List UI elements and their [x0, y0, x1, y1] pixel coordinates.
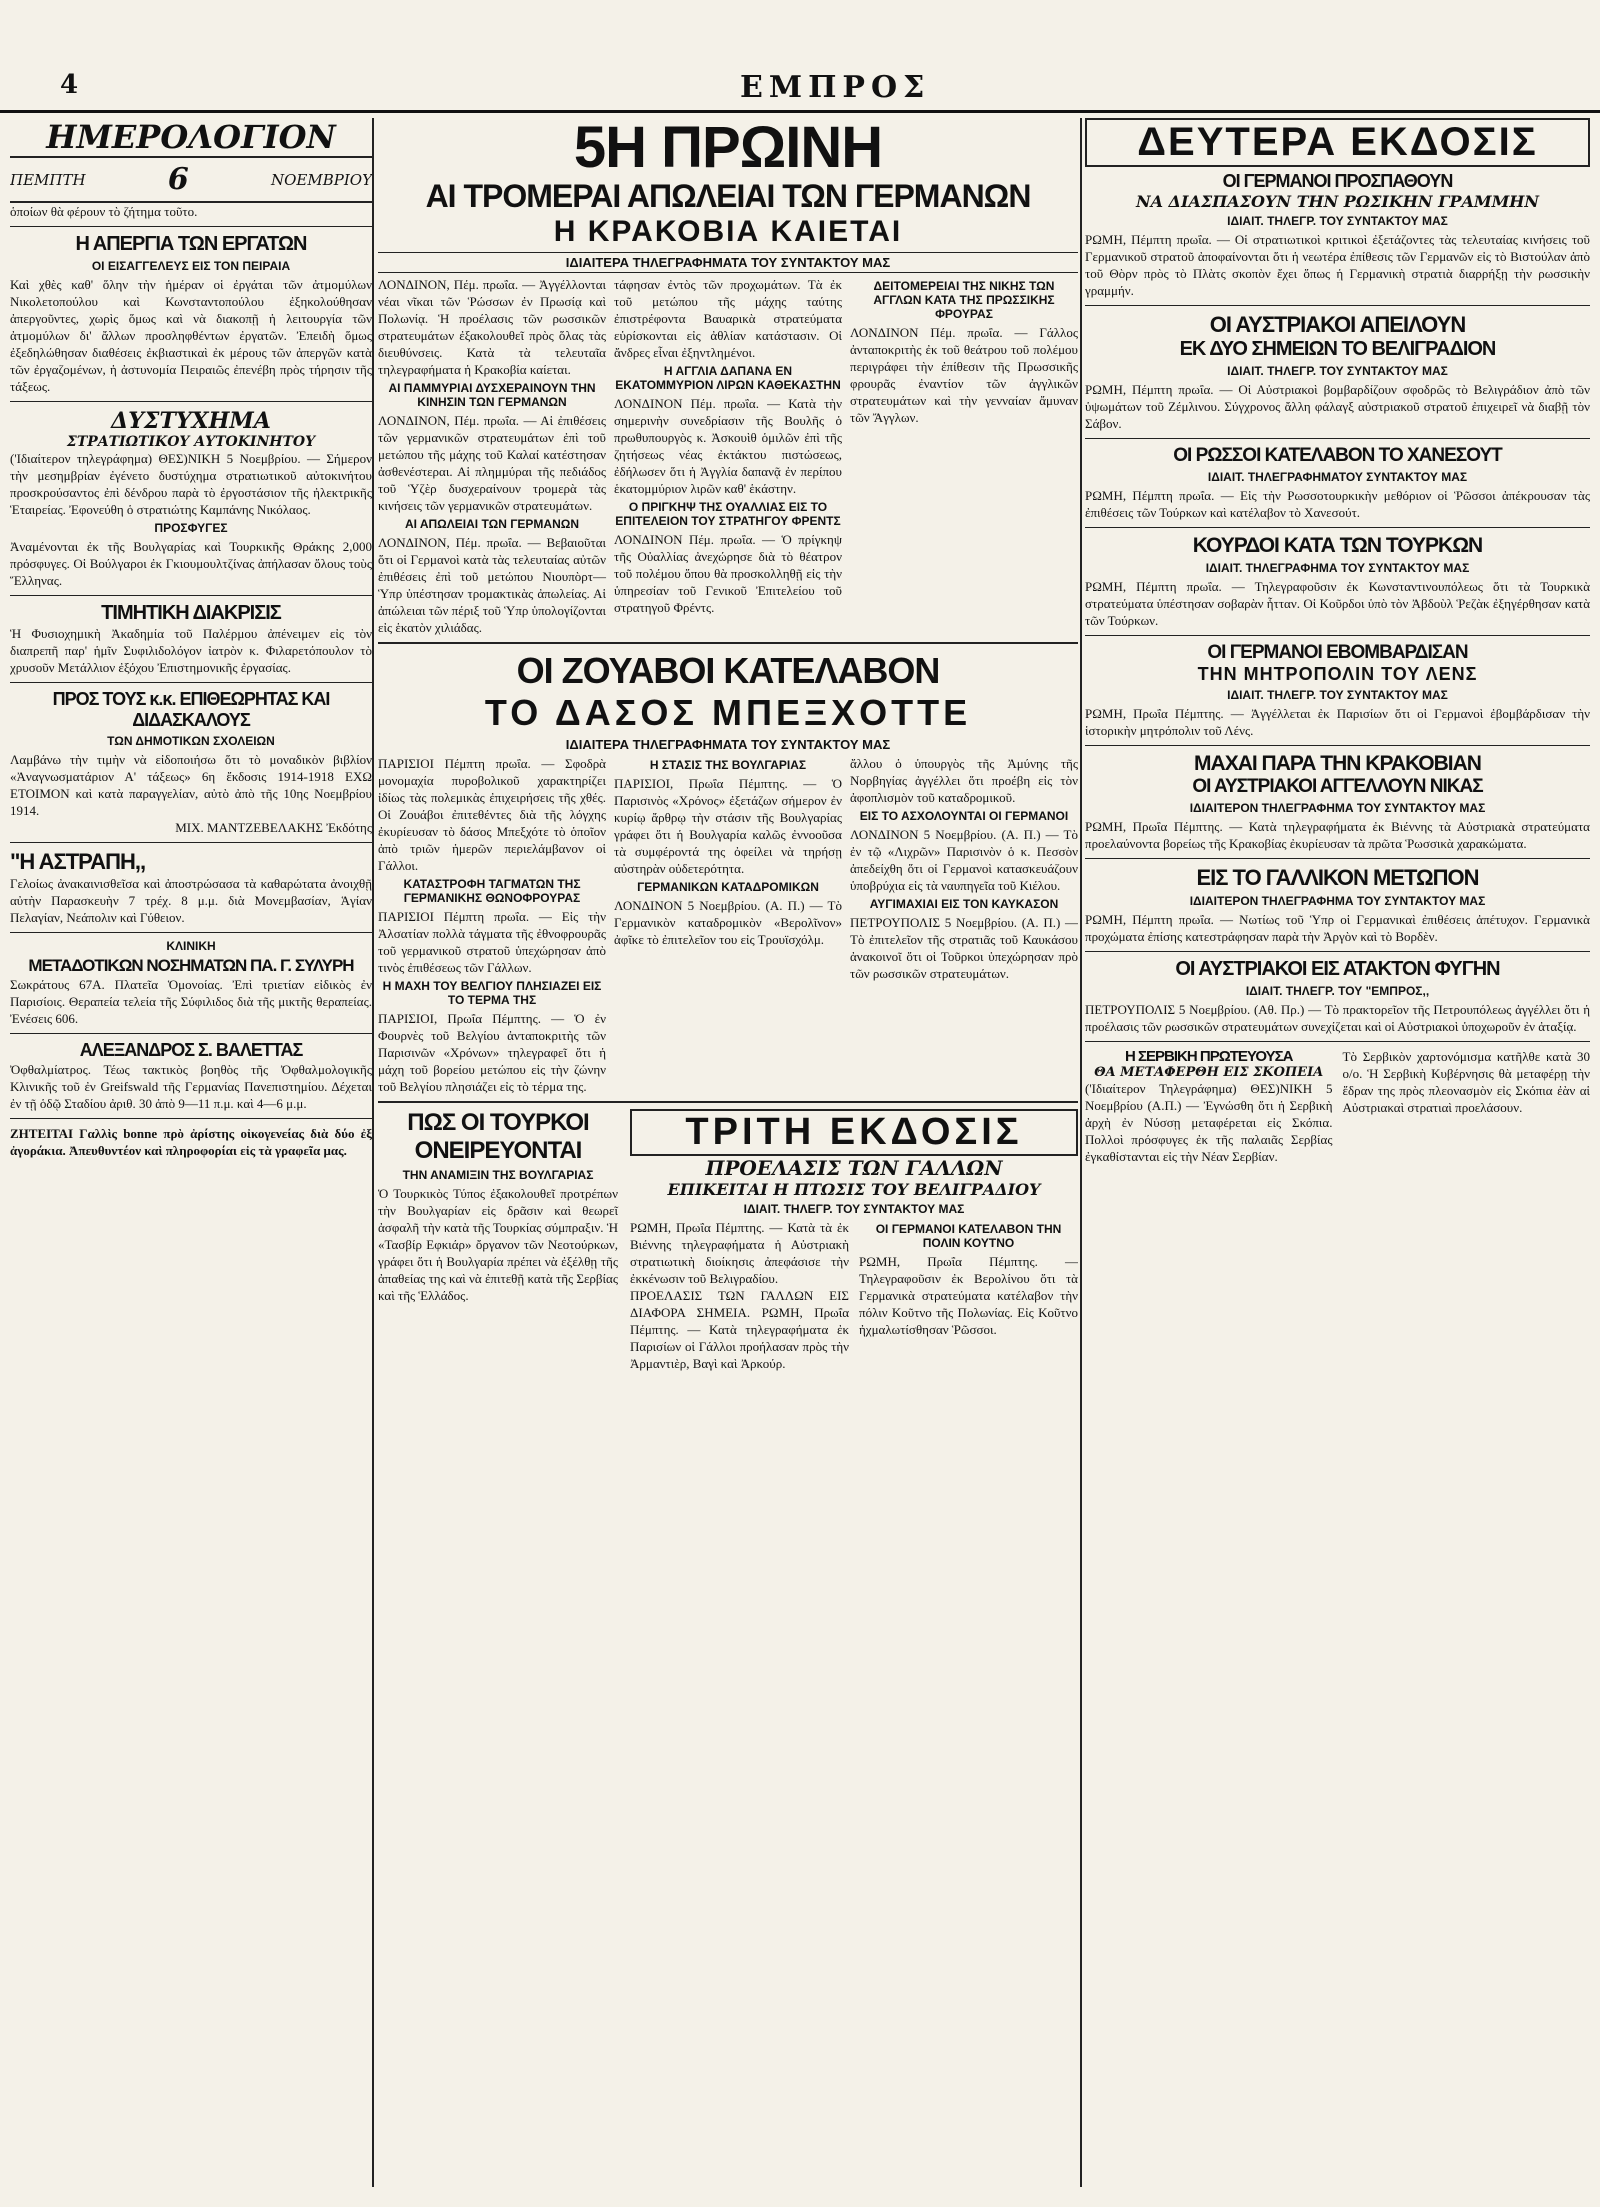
- calendar-day-number: 6: [167, 162, 189, 197]
- inspectors-signature: ΜΙΧ. ΜΑΝΤΖΕΒΕΛΑΚΗΣ Ἐκδότης: [175, 820, 372, 835]
- zouaves-byline: ΙΔΙΑΙΤΕΡΑ ΤΗΛΕΓΡΑΦΗΜΑΤΑ ΤΟΥ ΣΥΝΤΑΚΤΟΥ ΜΑΣ: [565, 737, 891, 752]
- headline-sub: ΟΙ ΑΥΣΤΡΙΑΚΟΙ ΑΓΓΕΛΛΟΥΝ ΝΙΚΑΣ: [1192, 776, 1483, 797]
- divider: [1085, 527, 1590, 528]
- byline: ΙΔΙΑΙΤΕΡΟΝ ΤΗΛΕΓΡΑΦΗΜΑ ΤΟΥ ΣΥΝΤΑΚΤΟΥ ΜΑΣ: [1189, 801, 1486, 815]
- main-headline-2: Η ΚΡΑΚΟΒΙΑ ΚΑΙΕΤΑΙ: [553, 215, 903, 248]
- article-text: ΡΩΜΗ, Πρωΐα Πέμπτης. — Κατὰ τὰ ἐκ Βιέννης τηλεγραφήματα ἡ Αὐστριακὴ στρατιωτικὴ διοίκησις ἀπεφάσισε τὴν ἐκκένωσιν τοῦ Βελιγραδίου.: [630, 1220, 849, 1286]
- calendar-column: [10, 118, 372, 2187]
- astrapi-text: Γελοίως ἀνακαινισθεῖσα καὶ ἀποστρώσασα τὰ καθαρώτατα ἀνοιχθῇ αὐτὴν Παρασκευὴν 7 τρέχ. 8 μ.μ. διὰ Μονεμβασίαν, Ἁγίαν Πελαγίαν, Νεάπολιν καὶ Γύθειον.: [10, 876, 372, 925]
- clinic-headline: ΚΛΙΝΙΚΗ: [166, 939, 216, 953]
- article-subhead: ΔΕΙΤΟΜΕΡΕΙΑΙ ΤΗΣ ΝΙΚΗΣ ΤΩΝ ΑΓΓΛΩΝ ΚΑΤΑ ΤΗΣ ΠΡΩΣΣΙΚΗΣ ΦΡΟΥΡΑΣ: [873, 279, 1055, 321]
- third-edition-title: ΤΡΙΤΗ ΕΚΔΟΣΙΣ: [630, 1109, 1078, 1156]
- divider: [1085, 1041, 1590, 1042]
- second-edition-column: [1085, 118, 1590, 2187]
- article-text: Τὸ Σερβικὸν χαρτονόμισμα κατῆλθε κατὰ 30 ο/ο. Ἡ Σερβικὴ Κυβέρνησις θὰ μεταφέρῃ τὴν ἕδραν της πρὸς πλεονασμὸν εἰς Σκόπια ἐὰν αἱ Αὐστριακαὶ στρατιαὶ προελάσουν.: [1342, 1049, 1590, 1115]
- accident-subhead: ΣΤΡΑΤΙΩΤΙΚΟΥ ΑΥΤΟΚΙΝΗΤΟΥ: [66, 434, 316, 450]
- article-text: ΠΕΤΡΟΥΠΟΛΙΣ 5 Νοεμβρίου. (Α. Π.) — Τὸ ἐπιτελεῖον τῆς στρατιᾶς τοῦ Καυκάσου ἀνακοινοῖ ὅτι οἱ Τοῦρκοι ὑπεχώρησαν πρὸ τῶν ρωσσικῶν στρατευμάτων.: [850, 915, 1078, 981]
- article-text: ΡΩΜΗ, Πέμπτη πρωΐα. — Εἰς τὴν Ρωσσοτουρκικὴν μεθόριον οἱ Ῥῶσσοι ἀπέκρουσαν τὰς ἐπιθέσεις τῶν Τούρκων καὶ κατέλαβον τὸ Χανεσούτ.: [1085, 488, 1590, 520]
- honor-headline: ΤΙΜΗΤΙΚΗ ΔΙΑΚΡΙΣΙΣ: [101, 602, 281, 624]
- article-text: ΠΡΟΕΛΑΣΙΣ ΤΩΝ ΓΑΛΛΩΝ ΕΙΣ ΔΙΑΦΟΡΑ ΣΗΜΕΙΑ. ΡΩΜΗ, Πρωΐα Πέμπτης. — Κατὰ τηλεγραφήματα ἐκ Παρισίων οἱ Γάλλοι προήλασαν πρὸς τὴν Ἀρμαντιὲρ, Βαγὶ καὶ Ἀρκούρ.: [630, 1288, 849, 1371]
- honor-text: Ἡ Φυσιοχημικὴ Ἀκαδημία τοῦ Παλέρμου ἀπένειμεν εἰς τὸν διαπρεπῆ παρ' ἡμῖν Συφιλιδολόγον ἰατρὸν κ. Φιλαρετόπουλον τὸ χρυσοῦν Μετάλλιον ἐξόχου Ἐπιστημονικῆς ἐργασίας.: [10, 626, 372, 675]
- second-edition-title: ΔΕΥΤΕΡΑ ΕΚΔΟΣΙΣ: [1085, 118, 1590, 167]
- article-text: ΛΟΝΔΙΝΟΝ Πέμ. πρωΐα. — Κατὰ τὴν σημερινὴν συνεδρίασιν τῆς Βουλῆς ὁ πρωθυπουργὸς κ. Ἀσκουὶθ ὁμιλῶν ἐπὶ τῆς ζητήσεως νέας ἐκτάκτου πιστώσεως, ἐδήλωσεν ὅτι ἡ Ἀγγλία δαπανᾷ ἐν περίπου ἑκατομμύριον λιρῶν καθ' ἑκάστην.: [614, 396, 842, 496]
- article-text: ΛΟΝΔΙΝΟΝ Πέμ. πρωΐα. — Ὁ πρίγκηψ τῆς Οὐαλλίας ἀνεχώρησε διὰ τὸ θέατρον τοῦ πολέμου ὅπου θὰ προσκολληθῇ εἰς τὴν ὑπηρεσίαν τοῦ Γενικοῦ Ἐπιτελείου τοῦ στρατηγοῦ Φρέντς.: [614, 532, 842, 615]
- news-column: [630, 1219, 849, 1372]
- strike-headline: Η ΑΠΕΡΓΙΑ ΤΩΝ ΕΡΓΑΤΩΝ: [75, 233, 307, 255]
- news-column: [850, 755, 1078, 1095]
- paper-name: ΕΜΠΡΟΣ: [740, 70, 931, 105]
- news-column: [378, 755, 606, 1095]
- divider: [1085, 305, 1590, 306]
- turks-headline: ΠΩΣ ΟΙ ΤΟΥΡΚΟΙ ΟΝΕΙΡΕΥΟΝΤΑΙ: [407, 1109, 589, 1164]
- divider: [1085, 438, 1590, 439]
- refugees-text: Ἀναμένονται ἐκ τῆς Βουλγαρίας καὶ Τουρκικῆς Θράκης 2,000 πρόσφυγες. Οἱ Βούλγαροι ἐκ Γκιουμουλτζίνας ἀπήλασαν ὅλους τοὺς Ἕλληνας.: [10, 539, 372, 588]
- divider: [378, 642, 1078, 644]
- main-headline: ΑΙ ΤΡΟΜΕΡΑΙ ΑΠΩΛΕΙΑΙ ΤΩΝ ΓΕΡΜΑΝΩΝ: [425, 178, 1031, 214]
- news-column: [378, 276, 606, 636]
- news-column: [850, 276, 1078, 636]
- third-edition-grid: [630, 1219, 1078, 1372]
- divider: [1085, 635, 1590, 636]
- turks-article: [378, 1109, 618, 1372]
- article-text: ΛΟΝΔΙΝΟΝ 5 Νοεμβρίου. (Α. Π.) — Τὸ Γερμανικὸν καταδρομικὸν «Βερολῖνον» ἀφῖκε τὸ ἐπιτελεῖον του εἰς Τρουϊσχόλμ.: [614, 898, 842, 947]
- news-column: [1343, 1048, 1591, 1165]
- article-subhead: ΚΑΤΑΣΤΡΟΦΗ ΤΑΓΜΑΤΩΝ ΤΗΣ ΓΕΡΜΑΝΙΚΗΣ ΘΩΝΟΦΡΟΥΡΑΣ: [403, 877, 581, 905]
- divider: [10, 842, 372, 843]
- turks-text: Ὁ Τουρκικὸς Τύπος ἐξακολουθεῖ προτρέπων τὴν Βουλγαρίαν εἰς δρᾶσιν καὶ θεωρεῖ ἀσφαλῆ τὴν κατὰ τῆς Τουρκίας σύμπραξιν. Ἡ «Τασβίρ Εφκιάρ» ὄργανον τῶν Νεοτούρκων, γράφει ὅτι ἡ Βουλγαρία πρέπει νὰ ἐξέλθῃ τῆς ἀπαθείας της καὶ νὰ ἐπιτεθῇ κατὰ τῆς Σερβίας καὶ τῆς Ἑλλάδος.: [378, 1186, 618, 1303]
- article-text: ΠΕΤΡΟΥΠΟΛΙΣ 5 Νοεμβρίου. (Αθ. Πρ.) — Τὸ πρακτορεῖον τῆς Πετρουπόλεως ἀγγέλλει ὅτι ἡ προέλασις τῶν ρωσσικῶν στρατευμάτων συνεχίζεται καὶ οἱ Αὐστριακοὶ ὑποχωροῦν ἐν ἀταξίᾳ.: [1085, 1002, 1590, 1034]
- divider: [10, 595, 372, 596]
- article-text: ΛΟΝΔΙΝΟΝ 5 Νοεμβρίου. (Α. Π.) — Τὸ ἐν τῷ «Λιχρῶν» Παρισινὸν ὁ κ. Πεσσὸν ἀπεδείχθη ὅτι οἱ Γερμανοὶ κατασκευάζουν ὑποβρύχια εἰς τὰ ναυπηγεῖα τοῦ Κιέλου.: [850, 827, 1078, 893]
- article-text: ΠΑΡΙΣΙΟΙ, Πρωΐα Πέμπτης. — Ὁ Παρισινὸς «Χρόνος» ἐξετάζων σήμερον ἐν κυρίῳ ἄρθρῳ τὴν στάσιν τῆς Βουλγαρίας γράφει ὅτι ἡ Βουλγαρία καλῶς ἐννοοῦσα τὰ συμφέροντά της ὀφείλει νὰ τηρήσῃ αὐστηρὰν οὐδετερότητα.: [614, 776, 842, 876]
- strike-text: Καὶ χθὲς καθ' ὅλην τὴν ἡμέραν οἱ ἐργάται τῶν ἀτμομύλων Νικολετοπούλου καὶ Κωνσταντοπούλου ἐξηκολούθησαν ἀπεργοῦντες, χωρὶς ὅμως καὶ νὰ διακοπῇ ἡ λειτουργία τῶν ἀτμομύλων δι' ἄλλων προσληφθέντων ἐργατῶν. Ἐπειδὴ ὅμως ἐξεδηλώθησαν διαθέσεις ἐκβιαστικαὶ ἐκ μέρους τῶν ἀπεργῶν κατὰ τῶν ἐργαζομένων, ἡ ἀστυνομία Πειραιῶς ἐπενέβη πρὸς τήρησιν τῆς τάξεως.: [10, 277, 372, 394]
- headline: ΟΙ ΑΥΣΤΡΙΑΚΟΙ ΑΠΕΙΛΟΥΝ: [1209, 312, 1466, 337]
- headline: ΕΙΣ ΤΟ ΓΑΛΛΙΚΟΝ ΜΕΤΩΠΟΝ: [1196, 865, 1479, 890]
- headline: Η ΣΕΡΒΙΚΗ ΠΡΩΤΕΥΟΥΣΑ: [1125, 1048, 1293, 1065]
- doctor-text: Ὀφθαλμίατρος. Τέως τακτικὸς βοηθὸς τῆς Ὀφθαλμολογικῆς Κλινικῆς τοῦ ἐν Greifswald τῆς Γερμανίας Πανεπιστημίου. Δέχεται ἐν τῇ ὁδῷ Σταδίου ἀριθ. 30 ἀπὸ 9—11 π.μ. καὶ 4—6 μ.μ.: [10, 1062, 372, 1111]
- third-edition-byline: ΙΔΙΑΙΤ. ΤΗΛΕΓΡ. ΤΟΥ ΣΥΝΤΑΚΤΟΥ ΜΑΣ: [743, 1202, 965, 1216]
- article-subhead: ΕΙΣ ΤΟ ΑΣΧΟΛΟΥΝΤΑΙ ΟΙ ΓΕΡΜΑΝΟΙ: [859, 809, 1069, 823]
- byline: ΙΔΙΑΙΤΕΡΟΝ ΤΗΛΕΓΡΑΦΗΜΑ ΤΟΥ ΣΥΝΤΑΚΤΟΥ ΜΑΣ: [1189, 894, 1486, 908]
- masthead: [0, 0, 1600, 110]
- headline-sub: ΕΚ ΔΥΟ ΣΗΜΕΙΩΝ ΤΟ ΒΕΛΙΓΡΑΔΙΟΝ: [1179, 338, 1496, 360]
- byline: ΙΔΙΑΙΤ. ΤΗΛΕΓΡ. ΤΟΥ ΣΥΝΤΑΚΤΟΥ ΜΑΣ: [1227, 214, 1448, 228]
- article-subhead: ΑΥΓΙΜΑΧΙΑΙ ΕΙΣ ΤΟΝ ΚΑΥΚΑΣΟΝ: [869, 897, 1059, 911]
- calendar-intro: ὁποίων θὰ φέρουν τὸ ζήτημα τοῦτο.: [10, 204, 198, 219]
- headline-sub: ΤΗΝ ΜΗΤΡΟΠΟΛΙΝ ΤΟΥ ΛΕΝΣ: [1197, 664, 1478, 684]
- masthead-rule: [0, 110, 1600, 113]
- headline: ΟΙ ΓΕΡΜΑΝΟΙ ΠΡΟΣΠΑΘΟΥΝ: [1222, 171, 1453, 191]
- article-text: ΠΑΡΙΣΙΟΙ, Πρωΐα Πέμπτης. — Ὁ ἐν Φουρνὲς τοῦ Βελγίου ἀνταποκριτὴς τῶν Παρισινῶν «Χρόνων» τηλεγραφεῖ ὅτι ἡ μάχη τοῦ βορείου μετώπου εἰς τὴν ζώνην τοῦ Βελγίου πλησιάζει εἰς τὸ τέρμα της.: [378, 1011, 606, 1094]
- third-edition: [630, 1109, 1078, 1372]
- clinic-text: Σωκράτους 67Α. Πλατεῖα Ὁμονοίας. Ἐπὶ τριετίαν εἰδικὸς ἐν Παρισίοις. Θεραπεία τελεία τῆς Σύφιλιδος διὰ τῆς μικτῆς θεραπείας. Ἐνέσεις 606.: [10, 977, 372, 1026]
- headline-sub: ΝΑ ΔΙΑΣΠΑΣΟΥΝ ΤΗΝ ΡΩΣΙΚΗΝ ΓΡΑΜΜΗΝ: [1135, 192, 1540, 211]
- article-text: ΛΟΝΔΙΝΟΝ, Πέμ. πρωΐα. — Ἀγγέλλονται νέαι νῖκαι τῶν Ῥώσσων ἐν Πρωσίᾳ καὶ Πολωνίᾳ. Ἡ προέλασις τῶν ρωσσικῶν στρατευμάτων ἐξακολουθεῖ πρὸς ὅλας τὰς διευθύνσεις. Κατὰ τὰ τελευταῖα τηλεγραφήματα ἡ Κρακοβία καίεται.: [378, 277, 606, 377]
- astrapi-headline: "Η ΑΣΤΡΑΠΗ,,: [10, 849, 146, 874]
- article-subhead: Η ΑΓΓΛΙΑ ΔΑΠΑΝΑ ΕΝ ΕΚΑΤΟΜΜΥΡΙΟΝ ΛΙΡΩΝ ΚΑΘΕΚΑΣΤΗΝ: [615, 364, 841, 392]
- calendar-month: ΝΟΕΜΒΡΙΟΥ: [271, 170, 372, 189]
- byline: ΙΔΙΑΙΤΕΡΑ ΤΗΛΕΓΡΑΦΗΜΑΤΑ ΤΟΥ ΣΥΝΤΑΚΤΟΥ ΜΑΣ: [378, 252, 1078, 273]
- morning-edition-column: [378, 118, 1078, 2187]
- divider: [1085, 951, 1590, 952]
- article-text: ΡΩΜΗ, Πρωΐα Πέμπτης. — Ἀγγέλλεται ἐκ Παρισίων ὅτι οἱ Γερμανοὶ ἐβομβάρδισαν τὴν ἱστορικὴν μητρόπολιν τοῦ Λένς.: [1085, 706, 1590, 738]
- byline: ΙΔΙΑΙΤ. ΤΗΛΕΓΡ. ΤΟΥ ΣΥΝΤΑΚΤΟΥ ΜΑΣ: [1227, 688, 1448, 702]
- article-subhead: ΟΙ ΓΕΡΜΑΝΟΙ ΚΑΤΕΛΑΒΟΝ ΤΗΝ ΠΟΛΙΝ ΚΟΥΤΝΟ: [875, 1222, 1062, 1250]
- article-text: ΡΩΜΗ, Πέμπτη πρωΐα. — Τηλεγραφοῦσιν ἐκ Κωνσταντινουπόλεως ὅτι τὰ Τουρκικὰ στρατεύματα ὑπέστησαν σοβαρὰν ἧτταν. Οἱ Κοῦρδοι ὑπὸ τὸν Ἀβδοὺλ Ῥεζὰκ ἐξηγέρθησαν κατὰ τῶν Τούρκων.: [1085, 579, 1590, 628]
- calendar-title: ΗΜΕΡΟΛΟΓΙΟΝ: [10, 118, 372, 158]
- headline-sub: ΘΑ ΜΕΤΑΦΕΡΘΗ ΕΙΣ ΣΚΟΠΕΙΑ: [1094, 1065, 1324, 1080]
- byline: ΙΔΙΑΙΤ. ΤΗΛΕΓΡΑΦΗΜΑ ΤΟΥ ΣΥΝΤΑΚΤΟΥ ΜΑΣ: [1205, 561, 1470, 575]
- column-divider: [1080, 118, 1082, 2187]
- zouaves-headline: ΟΙ ΖΟΥΑΒΟΙ ΚΑΤΕΛΑΒΟΝ: [516, 650, 940, 691]
- article-subhead: Η ΜΑΧΗ ΤΟΥ ΒΕΛΓΙΟΥ ΠΛΗΣΙΑΖΕΙ ΕΙΣ ΤΟ ΤΕΡΜΑ ΤΗΣ: [382, 979, 602, 1007]
- article-text: ΛΟΝΔΙΝΟΝ, Πέμ. πρωΐα. — Βεβαιοῦται ὅτι οἱ Γερμανοὶ κατὰ τὰς τελευταίας αὐτῶν ἐπιθέσεις ἐπὶ τοῦ μετώπου Νιουπὸρτ—Ὑπρ ὑπέστησαν τρομακτικὰς ἀπωλείας. Αἱ ἀπώλειαι τῶν πέριξ τοῦ Ὑπρ ὑπολογίζονται εἰς ἑκατὸν χιλιάδας.: [378, 535, 606, 635]
- article-text: ἄλλου ὁ ὑπουργὸς τῆς Ἀμύνης τῆς Νορβηγίας ἀγγέλλει ὅτι προέβη εἰς τὸν ἀφοπλισμὸν τοῦ καταδρομικοῦ.: [850, 756, 1078, 805]
- accident-headline: ΔΥΣΤΥΧΗΜΑ: [111, 408, 271, 434]
- page-number: 4: [60, 70, 79, 100]
- news-grid: [378, 276, 1078, 636]
- divider: [10, 401, 372, 402]
- headline: ΜΑΧΑΙ ΠΑΡΑ ΤΗΝ ΚΡΑΚΟΒΙΑΝ: [1194, 752, 1481, 775]
- article-text: ΡΩΜΗ, Πρωΐα Πέμπτης. — Κατὰ τηλεγραφήματα ἐκ Βιέννης τὰ Αὐστριακὰ στρατεύματα προελαύνοντα βορείως τῆς Κρακοβίας ἐκυρίευσαν τὰ πρῶτα Ῥωσσικὰ χαρακώματα.: [1085, 819, 1590, 851]
- headline: ΟΙ ΡΩΣΣΟΙ ΚΑΤΕΛΑΒΟΝ ΤΟ ΧΑΝΕΣΟΥΤ: [1173, 445, 1502, 466]
- divider: [10, 226, 372, 227]
- classified-text: ΖΗΤΕΙΤΑΙ Γαλλὶς bonne πρὸ ἀρίστης οἰκογενείας διὰ δύο ἐξ ἀγοράκια. Ἀπευθυντέον καὶ πληροφορίαι εἰς τὰ γραφεῖα μας.: [10, 1126, 372, 1158]
- inspectors-headline: ΠΡΟΣ ΤΟΥΣ κ.κ. ΕΠΙΘΕΩΡΗΤΑΣ ΚΑΙ ΔΙΔΑΣΚΑΛΟΥΣ: [52, 689, 330, 730]
- strike-subhead: ΟΙ ΕΙΣΑΓΓΕΛΕΥΣ ΕΙΣ ΤΟΝ ΠΕΙΡΑΙΑ: [91, 259, 291, 273]
- serbian-capital-article: [1085, 1048, 1590, 1165]
- byline: ΙΔΙΑΙΤ. ΤΗΛΕΓΡ. ΤΟΥ ΣΥΝΤΑΚΤΟΥ ΜΑΣ: [1227, 364, 1448, 378]
- article-subhead: ΑΙ ΠΑΜΜΥΡΙΑΙ ΔΥΣΧΕΡΑΙΝΟΥΝ ΤΗΝ ΚΙΝΗΣΙΝ ΤΩΝ ΓΕΡΜΑΝΩΝ: [388, 381, 596, 409]
- inspectors-text: Λαμβάνω τὴν τιμὴν νὰ εἰδοποιήσω ὅτι τὸ μοναδικὸν βιβλίον «Ἀναγνωσματάριον Α' τάξεως» 6η ἔκδοσις 1914-1918 ΕΧΩ ΕΤΟΙΜΟΝ καὶ κατὰ παραγγελίαν, αὐτὸ ἀπὸ τῆς 10ης Νοεμβρίου 1914.: [10, 752, 372, 818]
- accident-text: ('Ιδιαίτερον τηλεγράφημα) ΘΕΣ)ΝΙΚΗ 5 Νοεμβρίου. — Σήμερον τὴν μεσημβρίαν ἐγένετο δυστύχημα στρατιωτικοῦ αὐτοκινήτου προσκρούσαντος ἐπὶ δένδρου παρὰ τὸ ἐργοστάσιον τῆς ἠλεκτρικῆς Ἑταιρείας. Ἐφονεύθη ὁ στρατιώτης Καμπάνης Νικόλαος.: [10, 451, 372, 517]
- divider: [10, 1033, 372, 1034]
- article-text: ΡΩΜΗ, Πέμπτη πρωΐα. — Οἱ στρατιωτικοὶ κριτικοὶ ἐξετάζοντες τὰς τελευταίας κινήσεις τοῦ Γερμανικοῦ στρατοῦ ἀποφαίνονται ὅτι ἡ νεωτέρα ἐπίθεσις τῶν Γερμανῶν εἰς τὸ Βιστούλαν ἀπὸ τοῦ Θὸρν πρὸς τὸ Πλὰτς σκοπὸν ἔχει ὅπως ἡ Γερμανικὴ στρατιὰ διαρρήξῃ τὴν ρωσσικὴν γραμμήν.: [1085, 232, 1590, 298]
- headline: ΟΙ ΑΥΣΤΡΙΑΚΟΙ ΕΙΣ ΑΤΑΚΤΟΝ ΦΥΓΗΝ: [1175, 958, 1500, 980]
- news-column: [1085, 1048, 1333, 1165]
- third-edition-subhead-2: ΕΠΙΚΕΙΤΑΙ Η ΠΤΩΣΙΣ ΤΟΥ ΒΕΛΙΓΡΑΔΙΟΥ: [667, 1180, 1041, 1199]
- divider: [10, 682, 372, 683]
- lower-section: [378, 1109, 1078, 1372]
- news-column: [859, 1219, 1078, 1372]
- byline: ΙΔΙΑΙΤ. ΤΗΛΕΓΡΑΦΗΜΑΤΟΥ ΣΥΝΤΑΚΤΟΥ ΜΑΣ: [1207, 470, 1468, 484]
- doctor-headline: ΑΛΕΞΑΝΔΡΟΣ Σ. ΒΑΛΕΤΤΑΣ: [79, 1040, 303, 1060]
- article-text: τάφησαν ἐντὸς τῶν προχωμάτων. Τὰ ἐκ τοῦ μετώπου τῆς μάχης ταύτης ἐπιστρέφοντα Βαυαρικὰ στρατεύματα εὑρίσκονται εἰς ἀθλίαν κατάστασιν. Οἱ ἄνδρες εἶναι ἐξηντλημένοι.: [614, 277, 842, 360]
- refugees-headline: ΠΡΟΣΦΥΓΕΣ: [154, 521, 228, 535]
- divider: [378, 1101, 1078, 1103]
- edition-title: 5Η ΠΡΩΙΝΗ: [573, 118, 883, 180]
- turks-subhead: ΤΗΝ ΑΝΑΜΙΞΙΝ ΤΗΣ ΒΟΥΛΓΑΡΙΑΣ: [402, 1168, 594, 1182]
- inspectors-subhead: ΤΩΝ ΔΗΜΟΤΙΚΩΝ ΣΧΟΛΕΙΩΝ: [107, 734, 275, 748]
- divider: [10, 1118, 372, 1119]
- article-text: ΛΟΝΔΙΝΟΝ, Πέμ. πρωΐα. — Αἱ ἐπιθέσεις τῶν γερμανικῶν στρατευμάτων ἐπὶ τοῦ μετώπου τῆς μάχης τοῦ Καλαί κατέστησαν ἀσθενέστεραι. Αἱ πλημμύραι τῆς πεδιάδος τοῦ Ὑζὲρ δυσχεραίνουν τρομερὰ τὰς κινήσεις τῶν γερμανικῶν στρατευμάτων.: [378, 413, 606, 513]
- article-text: ΡΩΜΗ, Πέμπτη πρωΐα. — Οἱ Αὐστριακοὶ βομβαρδίζουν σφοδρῶς τὸ Βελιγράδιον ἀπὸ τῶν ὑψωμάτων τοῦ Ζέμλινου. Σύγχρονος ἄλλη φάλαγξ αὐστριακοῦ στρατοῦ ἐπιχειρεῖ νὰ διαβῇ τὸν Σάβον.: [1085, 382, 1590, 431]
- divider: [10, 932, 372, 933]
- third-edition-subhead: ΠΡΟΕΛΑΣΙΣ ΤΩΝ ΓΑΛΛΩΝ: [705, 1156, 1003, 1180]
- headline: ΟΙ ΓΕΡΜΑΝΟΙ ΕΒΟΜΒΑΡΔΙΣΑΝ: [1207, 642, 1468, 663]
- byline: ΙΔΙΑΙΤ. ΤΗΛΕΓΡ. ΤΟΥ "ΕΜΠΡΟΣ,,: [1245, 984, 1430, 998]
- article-subhead: Ο ΠΡΙΓΚΗΨ ΤΗΣ ΟΥΑΛΛΙΑΣ ΕΙΣ ΤΟ ΕΠΙΤΕΛΕΙΟΝ ΤΟΥ ΣΤΡΑΤΗΓΟΥ ΦΡΕΝΤΣ: [615, 500, 841, 528]
- article-subhead: Η ΣΤΑΣΙΣ ΤΗΣ ΒΟΥΛΓΑΡΙΑΣ: [649, 758, 807, 772]
- clinic-subhead: ΜΕΤΑΔΟΤΙΚΩΝ ΝΟΣΗΜΑΤΩΝ ΠΑ. Γ. ΣΥΛΥΡΗ: [28, 956, 354, 975]
- zouaves-headline-2: ΤΟ ΔΑΣΟΣ ΜΠΕΞΧΟΤΤΕ: [484, 692, 972, 733]
- column-divider: [372, 118, 374, 2187]
- divider: [1085, 858, 1590, 859]
- news-column: [614, 276, 842, 636]
- article-subhead: ΓΕΡΜΑΝΙΚΩΝ ΚΑΤΑΔΡΟΜΙΚΩΝ: [637, 880, 819, 894]
- calendar-date: [10, 158, 372, 203]
- divider: [1085, 745, 1590, 746]
- news-column: [614, 755, 842, 1095]
- news-grid: [378, 755, 1078, 1095]
- article-text: ΠΑΡΙΣΙΟΙ Πέμπτη πρωΐα. — Σφοδρὰ μονομαχία πυροβολικοῦ χαρακτηρίζει ἰδίως τὰς πολεμικὰς ἐπιχειρήσεις τῆς χθές. Οἱ Ζουάβοι ἐπιτεθέντες διὰ τῆς λόγχης ἐκυρίευσαν τὸ δάσος Μπεξχότε τὸ ὁποῖον ἀπὸ τριῶν ἡμερῶν περιελάμβανον οἱ Γάλλοι.: [378, 756, 606, 873]
- article-text: ΛΟΝΔΙΝΟΝ Πέμ. πρωΐα. — Γάλλος ἀνταποκριτὴς ἐκ τοῦ θεάτρου τοῦ πολέμου περιγράφει τὴν ἐπίθεσιν τῆς Πρωσσικῆς φρουρᾶς ἐναντίον τῶν ἀγγλικῶν στρατευμάτων καὶ τὴν γενναίαν ἄμυναν τῶν Ἄγγλων.: [850, 325, 1078, 425]
- calendar-day: ΠΕΜΠΤΗ: [10, 170, 86, 189]
- article-text: ΡΩΜΗ, Πέμπτη πρωΐα. — Νωτίως τοῦ Ὑπρ οἱ Γερμανικαὶ ἐπιθέσεις ἀπέτυχον. Γερμανικὰ προχώματα ἐπίσης κατεστράφησαν παρὰ τὴν Ἀργὸν καὶ τὸ Βορδὲν.: [1085, 912, 1590, 944]
- article-text: ΠΑΡΙΣΙΟΙ Πέμπτη πρωΐα. — Εἰς τὴν Ἀλσατίαν πολλὰ τάγματα τῆς ἐθνοφρουρᾶς τοῦ γερμανικοῦ στρατοῦ ὑπεχώρησαν ἀπὸ τινὸς ἐπιθέσεως τῶν Γάλλων.: [378, 909, 606, 975]
- headline: ΚΟΥΡΔΟΙ ΚΑΤΑ ΤΩΝ ΤΟΥΡΚΩΝ: [1192, 534, 1483, 557]
- article-text: ('Ιδιαίτερον Τηλεγράφημα) ΘΕΣ)ΝΙΚΗ 5 Νοεμβρίου (Α.Π.) — Ἐγνώσθη ὅτι ἡ Σερβικὴ ἀρχὴ ἐν Νύσσῃ μεταφέρεται εἰς Σκόπια. Πολλοὶ πρόσφυγες ἐκ τῆς παλαιᾶς Σερβίας ἐγκαθίστανται εἰς τὴν Νέαν Σερβίαν.: [1085, 1081, 1333, 1164]
- article-subhead: ΑΙ ΑΠΩΛΕΙΑΙ ΤΩΝ ΓΕΡΜΑΝΩΝ: [404, 517, 580, 531]
- article-text: ΡΩΜΗ, Πρωΐα Πέμπτης. — Τηλεγραφοῦσιν ἐκ Βερολίνου ὅτι τὰ Γερμανικὰ στρατεύματα κατέλαβον τὴν πόλιν Κοῦτνο τῆς Πολωνίας. Εἰς Κοῦτνο ἠχμαλωτίσθησαν Ῥῶσσοι.: [859, 1254, 1078, 1337]
